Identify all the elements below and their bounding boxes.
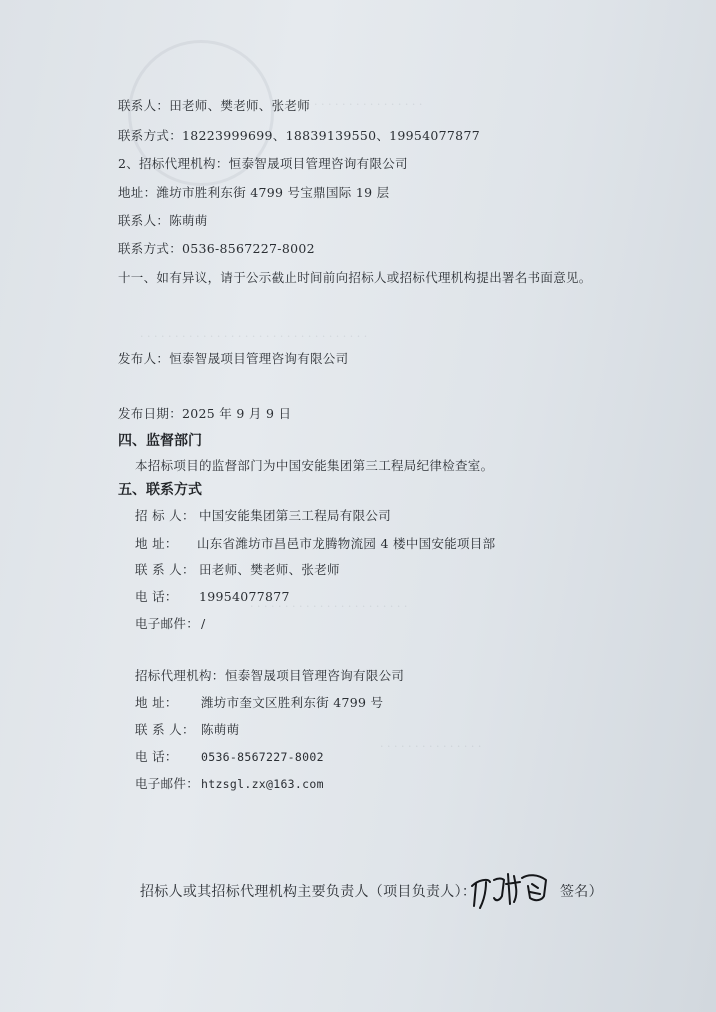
signature-suffix: 签名）: [560, 884, 603, 900]
bleed-through-text: · · · · · · · · · · · · · · · · · ·: [300, 98, 423, 111]
row-value: 恒泰智晟项目管理咨询有限公司: [225, 668, 405, 683]
section-heading-supervision: 四、监督部门: [118, 433, 202, 449]
agency-contact-row: [135, 722, 239, 738]
agency-row: [135, 668, 404, 684]
supervision-text: 本招标项目的监督部门为中国安能集团第三工程局纪律检查室。: [135, 458, 494, 473]
bleed-through-text: · · · · · · · · · · · · · · ·: [380, 740, 482, 753]
agency-phone-row: [135, 749, 324, 765]
row-label: 联 系 人：: [135, 722, 195, 737]
agency-line: 2、招标代理机构：恒泰智晟项目管理咨询有限公司: [118, 156, 408, 171]
row-value: htzsgl.zx@163.com: [201, 777, 324, 791]
row-label: 地 址：: [135, 536, 178, 551]
row-label: 电 话：: [135, 749, 178, 764]
row-label: 招 标 人：: [135, 508, 195, 523]
bleed-through-text: · · · · · · · · · · · · · · · · · · · · · · · · · · · · · · · · ·: [140, 330, 368, 343]
handwritten-signature: [468, 866, 558, 916]
tenderer-phone-row: [135, 589, 290, 605]
contact-phone: 联系方式：18223999699、18839139550、19954077877: [118, 128, 480, 143]
agency-contact: 联系人：陈萌萌: [118, 213, 208, 228]
tenderer-email-row: [135, 616, 206, 632]
row-label: 招标代理机构：: [135, 668, 225, 683]
row-label: 电子邮件：: [135, 776, 200, 791]
row-value: 中国安能集团第三工程局有限公司: [199, 508, 392, 523]
row-value: 19954077877: [199, 589, 290, 604]
agency-email-row: [135, 776, 324, 792]
row-value: 陈萌萌: [201, 722, 240, 737]
row-value: 潍坊市奎文区胜利东街 4799 号: [201, 695, 384, 710]
row-value: 山东省潍坊市昌邑市龙腾物流园 4 楼中国安能项目部: [197, 536, 496, 551]
agency-phone: 联系方式：0536-8567227-8002: [118, 241, 315, 256]
row-value: /: [201, 616, 206, 631]
section-heading-contact: 五、联系方式: [118, 482, 202, 498]
tenderer-contact-row: [135, 562, 340, 578]
agency-address-row: [135, 695, 383, 711]
tenderer-row: [135, 508, 391, 524]
row-value: 田老师、樊老师、张老师: [199, 562, 340, 577]
row-label: 电 话：: [135, 589, 178, 604]
row-label: 电子邮件：: [135, 616, 200, 631]
agency-address: 地址：潍坊市胜利东街 4799 号宝鼎国际 19 层: [118, 185, 390, 200]
row-label: 联 系 人：: [135, 562, 195, 577]
contact-person: 联系人：田老师、樊老师、张老师: [118, 98, 311, 113]
row-value: 0536-8567227-8002: [201, 750, 324, 764]
publisher: 发布人：恒泰智晟项目管理咨询有限公司: [118, 351, 349, 366]
row-label: 地 址：: [135, 695, 178, 710]
bleed-through-text: · · · · · · · · · · · · · · · · · · · · · · ·: [250, 600, 408, 613]
publish-date: 发布日期：2025 年 9 月 9 日: [118, 406, 292, 421]
signature-prefix: 招标人或其招标代理机构主要负责人（项目负责人）：: [140, 884, 477, 900]
tenderer-address-row: [135, 536, 495, 552]
objection-note: 十一、如有异议，请于公示截止时间前向招标人或招标代理机构提出署名书面意见。: [118, 270, 592, 285]
